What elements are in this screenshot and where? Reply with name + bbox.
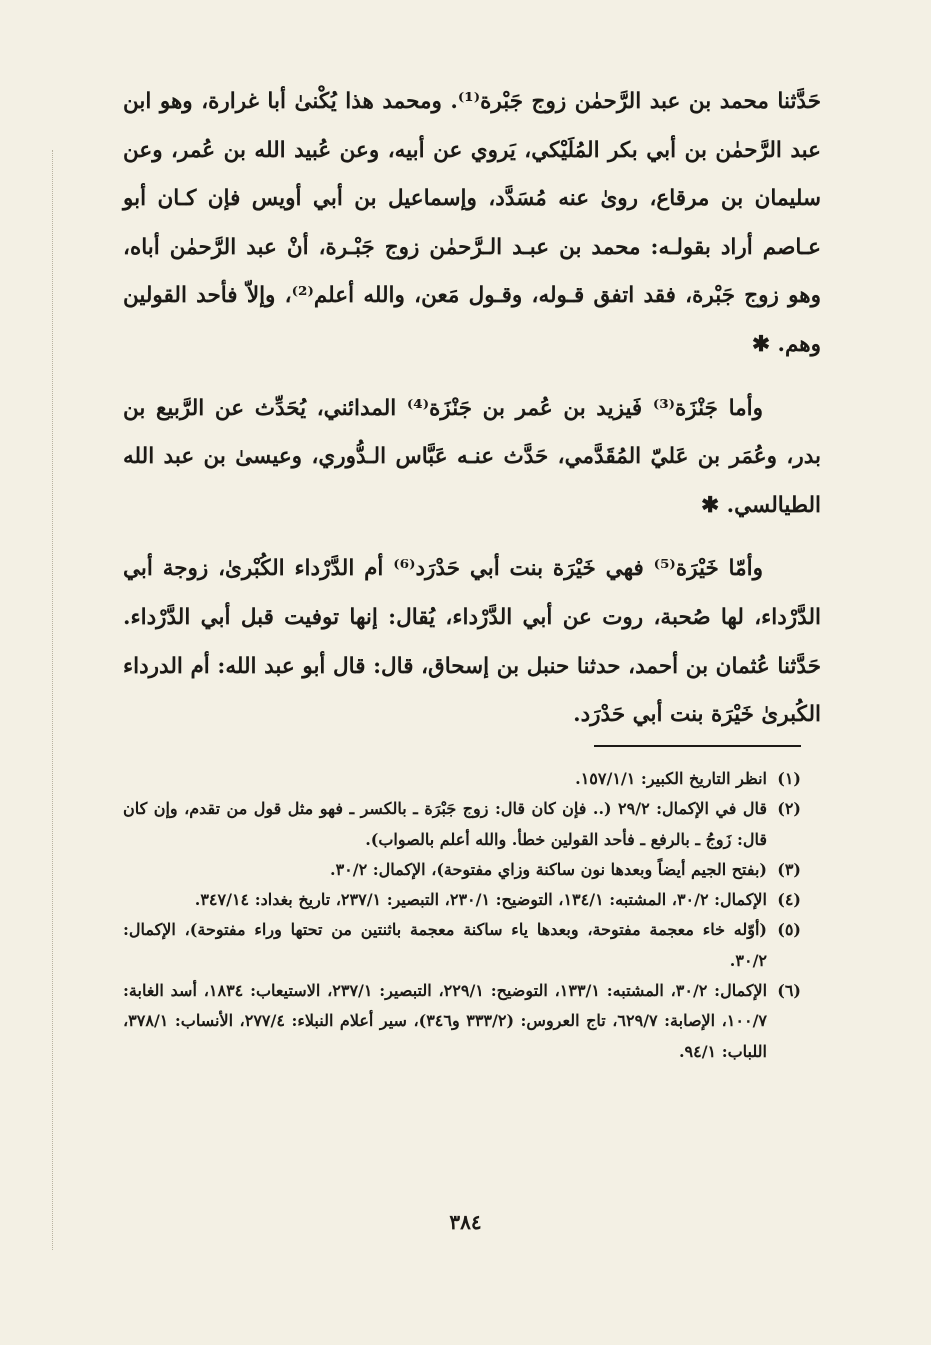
- main-text: [123, 78, 821, 755]
- footnote-4: [123, 885, 801, 915]
- paragraph-3: وأمّا خَيْرَة⁽⁵⁾ فهي خَيْرَة بنت أبي حَدْرَد⁽⁶⁾ أم الدَّرْداء الكُبْرىٰ، زوجة أبي الدَّرْداء، لها صُحبة، روت عن أبي الدَّرْداء، يُقال: إنها توفيت قبل أبي الدَّرْداء. حَدَّثنا عُثمان بن أحمد، حدثنا حنبل بن إسحاق، قال: قال أبو عبد الله: أم الدرداء الكُبرىٰ خَيْرَة بنت أبي حَدْرَد.: [123, 556, 821, 728]
- footnote-text: (بفتح الجيم أيضاً وبعدها نون ساكنة وزاي مفتوحة)، الإكمال: ٣٠/٢.: [330, 859, 767, 879]
- footnote-number: (٣): [777, 859, 801, 879]
- footnote-2: [123, 794, 801, 855]
- footnote-5: [123, 915, 801, 976]
- footnote-text: (أوّله خاء معجمة مفتوحة، وبعدها ياء ساكنة معجمة باثنتين من تحتها وراء مفتوحة)، الإكمال: ٣٠/٢.: [123, 920, 767, 970]
- footnote-6: [123, 976, 801, 1067]
- footnote-number: (٤): [777, 890, 801, 910]
- footnote-3: [123, 855, 801, 885]
- footnote-number: (١): [777, 769, 801, 788]
- footnotes: [123, 764, 801, 1067]
- footnote-text: قال في الإكمال: ٢٩/٢ (.. فإن كان قال: زوج جَبْرَة ـ بالكسر ـ فهو مثل قول من تقدم، وإن كان قال: زَوجُ ـ بالرفع ـ فأحد القولين خطأ. والله أعلم بالصواب).: [123, 799, 768, 849]
- footnote-number: (٢): [777, 799, 801, 819]
- footnote-number: (٦): [777, 981, 801, 1001]
- footnote-separator: [594, 745, 801, 747]
- footnote-text: الإكمال: ٣٠/٢، المشتبه: ١٣٣/١، التوضيح: ٢٢٩/١، التبصير: ٢٣٧/١، الاستيعاب: ١٨٣٤، أسد الغابة: ١٠٠/٧، الإصابة: ٦٢٩/٧، تاج العروس: (٣٣٣/٢ و٣٤٦)، سير أعلام النبلاء: ٢٧٧/٤، الأنساب: ٣٧٨/١، اللباب: ٩٤/١.: [123, 981, 768, 1061]
- footnote-text: الإكمال: ٣٠/٢، المشتبه: ١٣٤/١، التوضيح: ٢٣٠/١، التبصير: ٢٣٧/١، تاريخ بغداد: ٣٤٧/١٤.: [194, 890, 767, 910]
- paragraph-1: حَدَّثنا محمد بن عبد الرَّحمٰن زوج جَبْرة⁽¹⁾. ومحمد هذا يُكْنىٰ أبا غرارة، وهو ابن عبد الرَّحمٰن بن أبي بكر المُلَيْكي، يَروي عن أبيه، وعن عُبيد الله بن عُمر، وعن سليمان بن مرقاع، روىٰ عنه مُسَدَّد، وإسماعيل بن أبي أويس فإن كـان أبو عـاصم أراد بقولـه: محمد بن عبـد الـرَّحمٰن زوج جَبْـرة، أنْ عبد الرَّحمٰن أباه، وهو زوج جَبْرة، فقد اتفق قـوله، وقـول مَعن، والله أعلم⁽²⁾، وإلاّ فأحد القولين وهم. ✱: [123, 89, 821, 357]
- footnote-text: انظر التاريخ الكبير: ١٥٧/١/١.: [575, 769, 767, 788]
- footnote-1: [123, 764, 801, 794]
- scan-margin-mark: [52, 150, 53, 1250]
- footnote-number: (٥): [777, 920, 801, 940]
- page-number: ٣٨٤: [449, 1210, 482, 1234]
- paragraph-2: وأما جَنْزَة⁽³⁾ فَيزيد بن عُمر بن جَنْزَة⁽⁴⁾ المدائني، يُحَدِّث عن الرَّبيع بن بدر، وعُمَر بن عَليّ المُقَدَّمي، حَدَّث عنـه عَبَّاس الـدُّوري، وعيسىٰ بن عبد الله الطيالسي. ✱: [123, 395, 821, 518]
